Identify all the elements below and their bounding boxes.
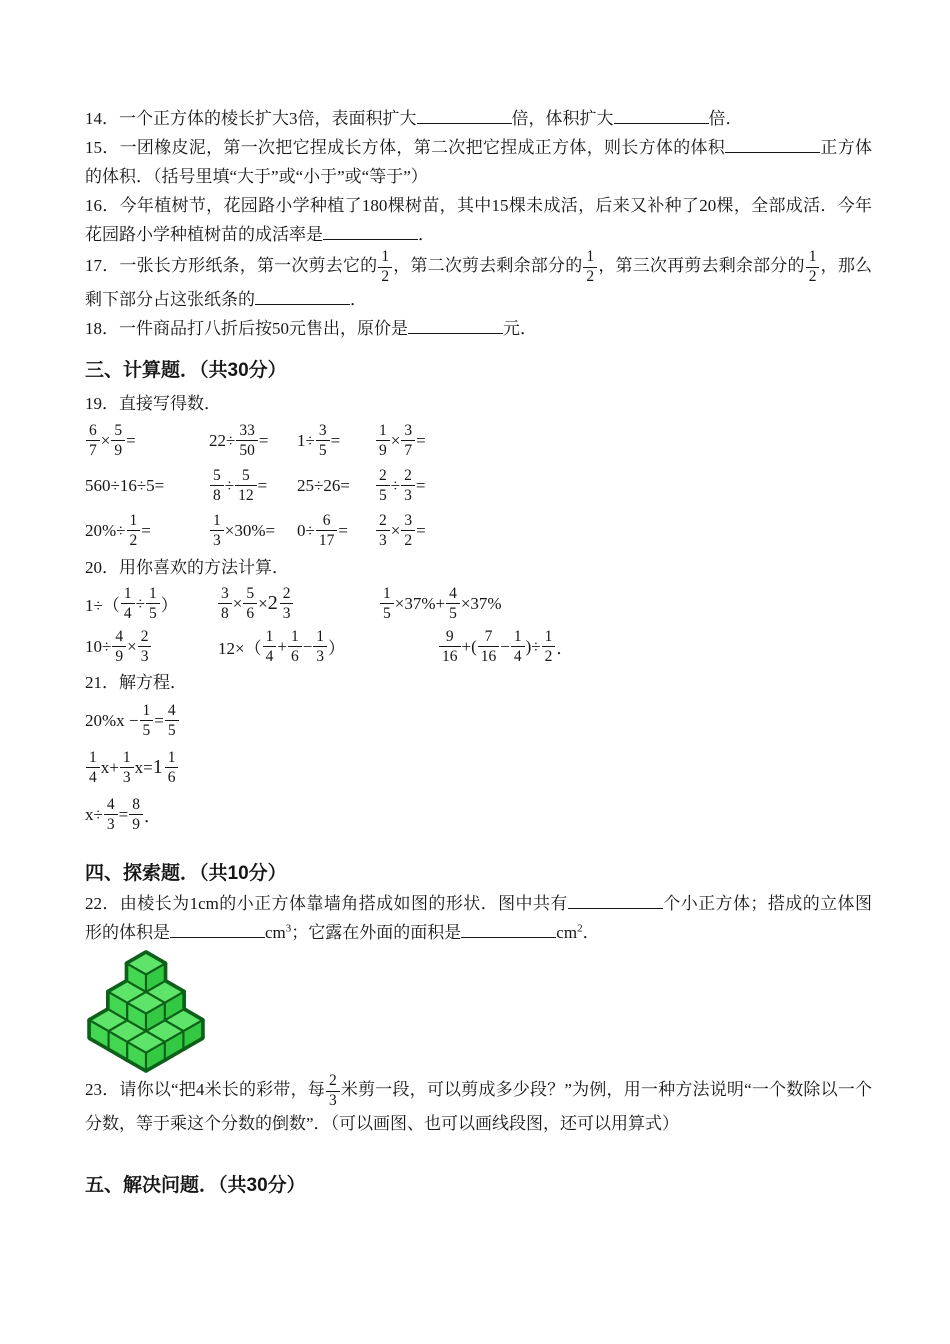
math-expression — [209, 468, 297, 504]
numerator: 7 — [478, 629, 500, 648]
question-20-items — [85, 582, 872, 668]
answer-blank — [568, 893, 663, 909]
question-19-label: 19．直接写得数． — [85, 394, 221, 413]
text-run: +( — [461, 636, 477, 656]
text-run: 15．一团橡皮泥，第一次把它捏成长方体，第二次把它捏成正方体，则长方体的体积 — [85, 138, 726, 157]
math-row — [85, 791, 872, 838]
numerator: 6 — [86, 423, 100, 442]
denominator: 16 — [480, 647, 497, 665]
text-run: ． — [556, 639, 574, 658]
answer-blank — [170, 922, 265, 938]
numerator: 1 — [165, 750, 179, 769]
fraction-wrap — [85, 423, 101, 459]
denominator: 8 — [213, 486, 221, 504]
fraction — [376, 423, 390, 459]
text-run: = — [118, 804, 129, 824]
mixed-whole: 1 — [152, 756, 163, 778]
cube-stack-figure — [87, 950, 205, 1073]
text-run: 22．由棱长为1cm的小正方体靠墙角搭成如图的形状．图中共有 — [85, 894, 568, 913]
question-19-items — [85, 418, 872, 553]
denominator: 6 — [167, 768, 176, 786]
denominator: 2 — [586, 268, 595, 285]
mixed-whole: 2 — [267, 592, 278, 614]
denominator: 2 — [129, 531, 138, 549]
numerator: 1 — [376, 423, 390, 442]
math-expression — [218, 629, 438, 665]
question-23 — [85, 1073, 872, 1138]
text-run: 倍，体积扩大 — [511, 109, 614, 128]
text-run: − — [500, 636, 510, 656]
denominator: 9 — [114, 441, 123, 459]
numerator: 1 — [127, 513, 141, 532]
text-run: ÷ — [224, 475, 235, 495]
numerator: 9 — [439, 629, 461, 648]
text-run: 12×（ — [218, 639, 262, 658]
text-run: × — [127, 636, 137, 656]
text-run: × — [390, 430, 401, 450]
text-run: cm — [265, 923, 286, 942]
numerator: 2 — [376, 468, 390, 487]
denominator: 3 — [140, 647, 149, 665]
text-run: = — [141, 520, 151, 540]
text-run: + — [277, 636, 287, 656]
numerator: 1 — [378, 249, 392, 268]
fraction — [376, 513, 390, 549]
answer-blank — [408, 318, 503, 334]
fraction — [446, 586, 460, 622]
text-run: = — [416, 520, 426, 540]
fraction-wrap — [209, 513, 225, 549]
denominator: 2 — [808, 268, 817, 285]
section-calc-title: 三、计算题．（共30分） — [85, 360, 287, 381]
text-run: 20%x − — [85, 710, 139, 730]
text-run: 22÷ — [209, 430, 236, 450]
math-expression — [217, 586, 379, 622]
numerator: 4 — [165, 703, 179, 722]
fraction-wrap — [445, 586, 461, 622]
text-run: 17．一张长方形纸条，第一次剪去它的 — [85, 255, 378, 275]
fraction-wrap — [137, 629, 153, 665]
text-run: = — [416, 430, 426, 450]
text-run: 1÷ — [297, 430, 315, 450]
fraction-wrap — [120, 586, 136, 622]
answer-blank — [255, 289, 350, 305]
fraction — [378, 249, 392, 285]
fraction — [401, 513, 415, 549]
fraction-wrap — [145, 586, 161, 622]
fraction — [313, 629, 327, 665]
math-expression — [375, 513, 426, 549]
denominator: 2 — [404, 531, 413, 549]
fraction-wrap — [312, 629, 328, 665]
section-solve-title: 五、解决问题．（共30分） — [85, 1175, 306, 1196]
fraction — [401, 423, 415, 459]
fraction-wrap — [234, 468, 258, 504]
text-run: 23．请你以“把4米长的彩带，每 — [85, 1079, 325, 1099]
text-run: x= — [134, 757, 153, 777]
numerator: 3 — [316, 423, 330, 442]
fraction-wrap — [375, 513, 391, 549]
denominator: 6 — [246, 604, 255, 622]
text-run: ×37% — [460, 593, 502, 613]
fraction-wrap — [510, 629, 526, 665]
math-expression — [375, 468, 425, 504]
math-row — [85, 418, 872, 463]
numerator: 3 — [401, 513, 415, 532]
fraction — [316, 513, 338, 549]
answer-blank — [417, 108, 512, 124]
numerator: 1 — [121, 586, 135, 605]
text-run: = — [415, 475, 426, 495]
denominator: 5 — [167, 721, 176, 739]
text-run: ；它露在外面的面积是 — [291, 923, 462, 942]
fraction-wrap — [315, 513, 339, 549]
text-run: 25÷26= — [297, 475, 350, 495]
numerator: 5 — [243, 586, 257, 605]
question-18 — [85, 314, 872, 343]
denominator: 6 — [290, 647, 299, 665]
denominator: 9 — [132, 815, 140, 833]
fraction — [138, 629, 152, 665]
numerator: 1 — [380, 586, 394, 605]
numerator: 4 — [446, 586, 460, 605]
math-expression — [85, 703, 180, 739]
denominator: 3 — [282, 604, 291, 622]
text-run: 0÷ — [297, 520, 315, 540]
text-run: 560÷16÷5= — [85, 475, 165, 495]
fraction-wrap — [541, 629, 557, 665]
fraction — [236, 423, 258, 459]
fraction — [120, 750, 134, 786]
denominator: 3 — [122, 768, 131, 786]
denominator: 3 — [316, 647, 325, 665]
text-run: = — [338, 520, 348, 540]
denominator: 4 — [265, 647, 274, 665]
fraction-wrap — [375, 468, 391, 504]
fraction-wrap — [315, 423, 331, 459]
fraction — [243, 586, 257, 622]
denominator: 9 — [379, 441, 387, 459]
fraction — [121, 586, 135, 622]
fraction — [112, 629, 126, 665]
denominator: 3 — [106, 815, 115, 833]
math-row — [85, 697, 872, 744]
fraction — [380, 586, 394, 622]
text-run: ） — [328, 639, 346, 658]
fraction-wrap — [85, 750, 101, 786]
text-run: ． — [350, 290, 367, 309]
fraction-wrap — [375, 423, 391, 459]
fraction-wrap — [111, 629, 127, 665]
question-21-equations — [85, 697, 872, 838]
question-17 — [85, 249, 872, 314]
fraction-wrap — [400, 513, 416, 549]
fraction — [165, 750, 179, 786]
text-run: = — [154, 710, 164, 730]
numerator: 1 — [140, 703, 154, 722]
math-row — [85, 625, 872, 668]
answer-blank — [725, 137, 820, 153]
text-run: 米剪一段，可以剪成多少段？”为例，用一种方法说明“一个数除以一个分数，等于乘这个分数的倒数”．（可以画图、也可以画线段图，还可以用算式） — [85, 1079, 872, 1133]
denominator: 5 — [379, 486, 387, 504]
math-row — [85, 463, 872, 508]
text-run: 1÷（ — [85, 596, 120, 615]
denominator: 3 — [328, 1092, 337, 1109]
fraction — [280, 586, 294, 622]
text-run: 10÷ — [85, 636, 112, 656]
question-14 — [85, 104, 872, 133]
fraction-wrap — [128, 797, 144, 833]
text-run: 个小正方体；搭成的立体图形的体积是 — [85, 894, 872, 942]
math-expression — [209, 513, 297, 549]
fraction — [542, 629, 556, 665]
numerator: 1 — [313, 629, 327, 648]
fraction — [111, 423, 125, 459]
fraction-wrap — [119, 750, 135, 786]
text-run: 元． — [503, 319, 537, 338]
text-run: = — [126, 430, 136, 450]
fraction-wrap — [325, 1073, 341, 1109]
numerator: 1 — [288, 629, 302, 648]
fraction — [140, 703, 154, 739]
denominator: 7 — [89, 441, 97, 459]
text-run: )÷ — [525, 636, 541, 656]
text-run: 倍． — [708, 109, 743, 128]
fraction — [316, 423, 330, 459]
math-row — [85, 508, 872, 553]
fraction — [376, 468, 390, 504]
fraction — [401, 468, 415, 504]
numerator: 1 — [583, 249, 597, 268]
question-21-label: 21．解方程． — [85, 673, 187, 692]
fraction-wrap — [164, 703, 180, 739]
numerator: 2 — [401, 468, 415, 487]
denominator: 2 — [544, 647, 553, 665]
numerator: 1 — [146, 586, 160, 605]
answer-blank — [323, 224, 418, 240]
fraction — [263, 629, 277, 665]
math-expression — [85, 586, 217, 622]
fraction-wrap — [400, 423, 416, 459]
text-run: cm — [556, 923, 578, 942]
math-expression — [297, 476, 375, 496]
fraction-wrap — [209, 468, 225, 504]
math-expression — [438, 629, 573, 665]
text-run: ） — [160, 596, 178, 615]
numerator: 4 — [112, 629, 126, 648]
numerator: 2 — [326, 1073, 340, 1092]
fraction-wrap — [110, 423, 126, 459]
fraction — [104, 797, 118, 833]
fraction — [146, 586, 160, 622]
fraction — [511, 629, 525, 665]
numerator: 2 — [138, 629, 152, 648]
math-expression — [209, 423, 297, 459]
fraction — [806, 249, 820, 285]
numerator: 5 — [235, 468, 257, 487]
numerator: 1 — [263, 629, 277, 648]
fraction-wrap — [805, 249, 821, 285]
text-run: ． — [418, 225, 435, 244]
math-row — [85, 744, 872, 791]
numerator: 33 — [236, 423, 258, 442]
denominator: 7 — [404, 441, 413, 459]
fraction — [129, 797, 143, 833]
fraction — [478, 629, 500, 665]
numerator: 1 — [210, 513, 224, 532]
fraction-wrap — [379, 586, 395, 622]
fraction — [583, 249, 597, 285]
fraction-wrap — [477, 629, 501, 665]
fraction-wrap — [126, 513, 142, 549]
numerator: 5 — [210, 468, 224, 487]
text-run: x+ — [100, 757, 119, 777]
fraction — [86, 423, 100, 459]
fraction — [218, 586, 232, 622]
text-run: x÷ — [85, 804, 103, 824]
math-expression — [85, 797, 161, 833]
math-expression — [85, 423, 209, 459]
numerator: 5 — [111, 423, 125, 442]
text-run: ，第三次再剪去剩余部分的 — [598, 255, 805, 275]
numerator: 1 — [86, 750, 100, 769]
text-run: × — [100, 430, 111, 450]
superscript: 3 — [285, 922, 292, 935]
denominator: 3 — [213, 531, 221, 549]
text-run: 14．一个正方体的棱长扩大3倍，表面积扩大 — [85, 109, 417, 128]
text-run: ×30%= — [224, 520, 276, 540]
fraction-wrap — [377, 249, 393, 285]
text-run: × — [390, 520, 401, 540]
fraction — [326, 1073, 340, 1109]
text-run: 16．今年植树节，花园路小学种植了180棵树苗，其中15棵未成活，后来又补种了20棵，全部成活．今年花园路小学种植树苗的成活率是 — [85, 196, 872, 244]
text-run: ，第二次剪去剩余部分的 — [393, 255, 583, 275]
fraction — [288, 629, 302, 665]
text-run: = — [330, 430, 341, 450]
fraction — [235, 468, 257, 504]
denominator: 50 — [239, 441, 255, 459]
math-row — [85, 582, 872, 625]
question-15 — [85, 133, 872, 191]
text-run: × — [232, 593, 243, 613]
math-expression — [297, 423, 375, 459]
text-run: 18．一件商品打八折后按50元售出，原价是 — [85, 319, 408, 338]
text-run: ×37%+ — [394, 593, 446, 613]
question-20-label: 20．用你喜欢的方法计算． — [85, 558, 289, 577]
denominator: 5 — [148, 604, 157, 622]
answer-blank — [461, 922, 556, 938]
math-expression — [85, 629, 218, 665]
fraction-wrap — [235, 423, 259, 459]
text-run: ． — [143, 807, 161, 826]
denominator: 5 — [142, 721, 151, 739]
text-run: 正方体的体积．（括号里填“大于”或“小于”或“等于”） — [85, 138, 873, 186]
fraction-wrap — [103, 797, 119, 833]
question-16 — [85, 191, 872, 249]
text-run: 20%÷ — [85, 520, 126, 540]
question-22 — [85, 889, 872, 947]
superscript: 2 — [577, 922, 583, 935]
fraction-wrap — [400, 468, 416, 504]
text-run: − — [302, 636, 313, 656]
numerator: 2 — [376, 513, 390, 532]
fraction — [439, 629, 461, 665]
numerator: 1 — [542, 629, 556, 648]
text-run: ÷ — [390, 475, 401, 495]
numerator: 1 — [806, 249, 820, 268]
denominator: 5 — [449, 604, 457, 622]
denominator: 5 — [318, 441, 327, 459]
fraction-wrap — [438, 629, 462, 665]
denominator: 9 — [115, 647, 124, 665]
text-run: ． — [582, 923, 600, 942]
mixed-number — [153, 750, 180, 786]
numerator: 1 — [511, 629, 525, 648]
answer-blank — [614, 108, 709, 124]
denominator: 2 — [381, 268, 390, 285]
math-expression — [85, 750, 179, 786]
fraction-wrap — [242, 586, 258, 622]
math-expression — [297, 513, 375, 549]
numerator: 8 — [129, 797, 143, 816]
denominator: 16 — [442, 647, 458, 665]
denominator: 3 — [379, 531, 387, 549]
fraction — [127, 513, 141, 549]
fraction-wrap — [582, 249, 598, 285]
math-expression — [379, 586, 502, 622]
denominator: 4 — [89, 768, 97, 786]
denominator: 17 — [318, 531, 335, 549]
denominator: 8 — [221, 604, 229, 622]
numerator: 4 — [104, 797, 118, 816]
fraction-wrap — [262, 629, 278, 665]
math-expression — [85, 513, 209, 549]
fraction — [86, 750, 100, 786]
denominator: 4 — [123, 604, 132, 622]
mixed-number — [268, 586, 295, 622]
fraction-wrap — [139, 703, 155, 739]
denominator: 3 — [404, 486, 412, 504]
text-run: = — [257, 475, 268, 495]
denominator: 4 — [513, 647, 522, 665]
math-expression — [375, 423, 426, 459]
numerator: 1 — [120, 750, 134, 769]
fraction — [165, 703, 179, 739]
fraction — [210, 513, 224, 549]
text-run: × — [258, 593, 268, 613]
math-expression — [85, 476, 209, 496]
numerator: 2 — [280, 586, 294, 605]
numerator: 3 — [218, 586, 232, 605]
text-run: ÷ — [135, 593, 145, 613]
fraction — [210, 468, 224, 504]
text-run: ，那么剩下部分占这张纸条的 — [85, 255, 873, 309]
fraction-wrap — [287, 629, 303, 665]
section-explore-title: 四、探索题．（共10分） — [85, 863, 287, 884]
fraction-wrap — [217, 586, 233, 622]
denominator: 5 — [383, 604, 391, 622]
text-run: = — [258, 430, 269, 450]
numerator: 3 — [401, 423, 415, 442]
numerator: 6 — [316, 513, 338, 532]
denominator: 12 — [238, 486, 254, 504]
